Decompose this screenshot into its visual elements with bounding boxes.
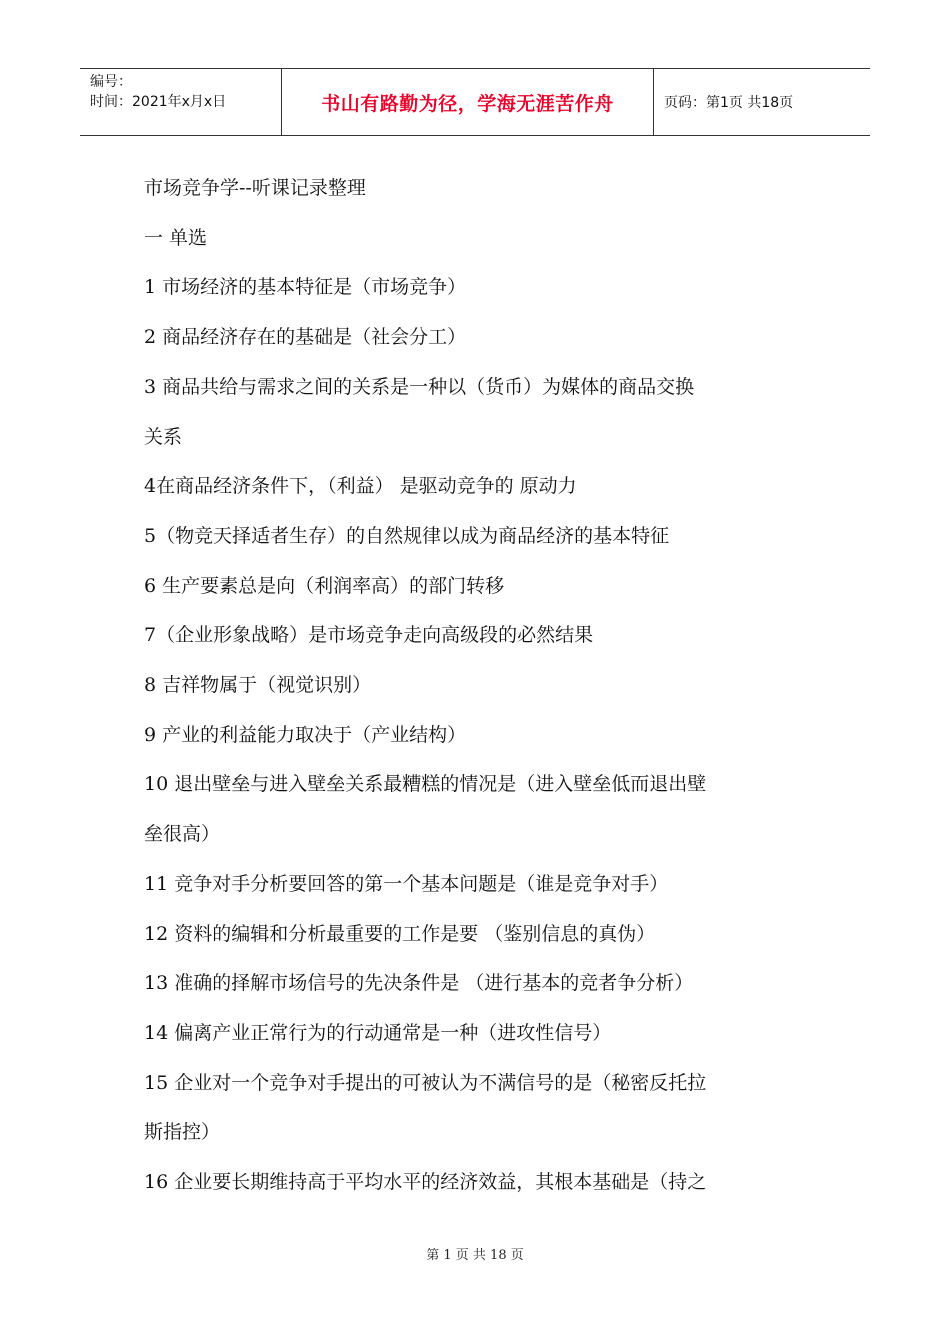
document-time-label: 时间：2021年x月x日 [90, 94, 227, 110]
text-line: 11 竞争对手分析要回答的第一个基本问题是（谁是竞争对手） [144, 872, 669, 895]
text-line: 6 生产要素总是向（利润率高）的部门转移 [144, 574, 505, 597]
text-line: 8 吉祥物属于（视觉识别） [144, 674, 372, 697]
text-line: 10 退出壁垒与进入壁垒关系最糟糕的情况是（进入壁垒低而退出壁 [144, 773, 707, 796]
text-line: 7（企业形象战略）是市场竞争走向高级段的必然结果 [144, 624, 594, 647]
text-line: 斯指控） [144, 1121, 221, 1144]
text-line: 3 商品共给与需求之间的关系是一种以（货币）为媒体的商品交换 [144, 375, 695, 398]
text-line: 12 资料的编辑和分析最重要的工作是要 （鉴别信息的真伪） [144, 922, 656, 945]
text-line: 16 企业要长期维持高于平均水平的经济效益，其根本基础是（持之 [144, 1171, 707, 1194]
text-line: 关系 [144, 425, 183, 448]
section-heading: 一 单选 [144, 226, 208, 249]
text-line: 垒很高） [144, 823, 221, 846]
text-line: 1 市场经济的基本特征是（市场竞争） [144, 276, 467, 299]
page-header [80, 68, 870, 136]
document-number-label: 编号： [90, 74, 132, 90]
text-line: 4在商品经济条件下，（利益） 是驱动竞争的 原动力 [144, 475, 577, 498]
text-line: 2 商品经济存在的基础是（社会分工） [144, 326, 467, 349]
document-title: 市场竞争学--听课记录整理 [144, 177, 366, 199]
text-line: 15 企业对一个竞争对手提出的可被认为不满信号的是（秘密反托拉 [144, 1071, 707, 1094]
text-line: 14 偏离产业正常行为的行动通常是一种（进攻性信号） [144, 1021, 612, 1044]
header-meta-cell [80, 69, 282, 135]
text-line: 5（物竞天择适者生存）的自然规律以成为商品经济的基本特征 [144, 524, 670, 547]
page-footer: 第 1 页 共 18 页 [426, 1248, 524, 1263]
document-body [144, 164, 814, 1208]
header-page-info: 页码：第1页 共18页 [664, 95, 794, 111]
text-line: 9 产业的利益能力取决于（产业结构） [144, 723, 467, 746]
header-motto: 书山有路勤为径，学海无涯苦作舟 [282, 69, 654, 135]
text-line: 13 准确的择解市场信号的先决条件是 （进行基本的竞者争分析） [144, 972, 694, 995]
